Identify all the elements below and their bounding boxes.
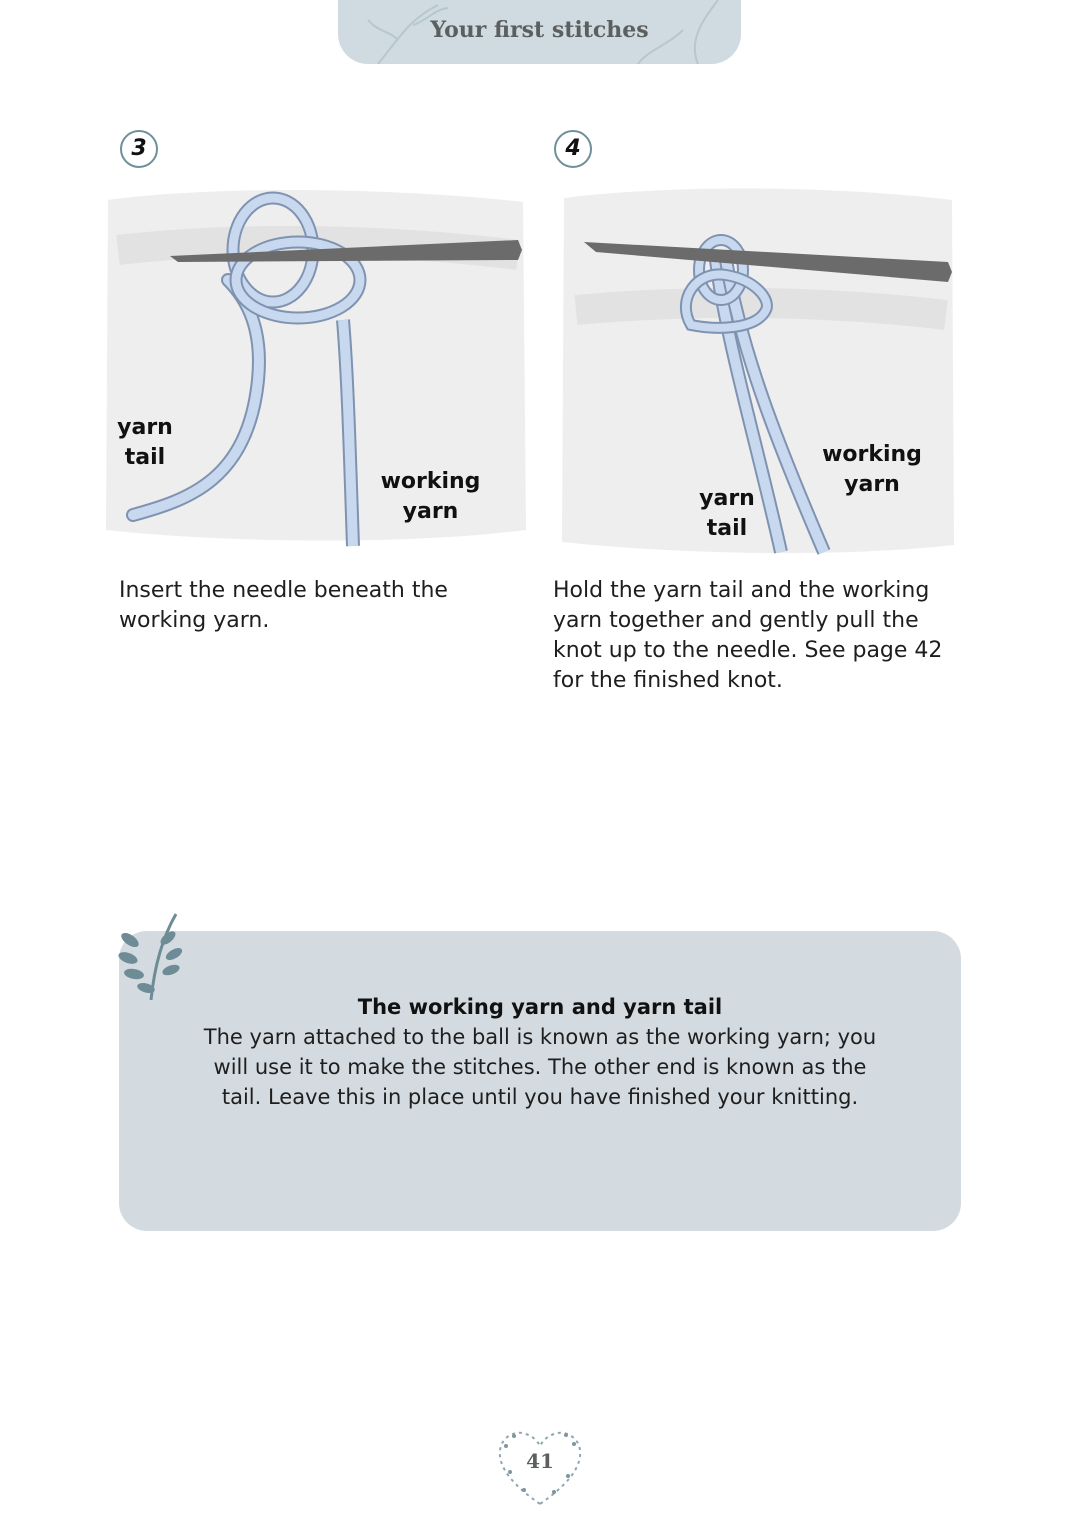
tip-line: will use it to make the stitches. The other end is known as the xyxy=(213,1055,867,1079)
caption-line: knot up to the needle. See page 42 xyxy=(553,638,943,663)
section-title: Your first stitches xyxy=(430,17,649,43)
label-line: working xyxy=(822,442,922,467)
caption-line: yarn together and gently pull the xyxy=(553,608,919,633)
working-yarn-label xyxy=(818,440,926,500)
label-line: yarn xyxy=(117,415,173,440)
yarn-tail-label xyxy=(112,413,178,473)
tip-line: The yarn attached to the ball is known as the working yarn; you xyxy=(203,1025,877,1049)
leaf-sprig-icon xyxy=(116,910,186,1002)
header-tab xyxy=(338,0,741,64)
caption-line: for the finished knot. xyxy=(553,668,783,693)
caption-line: working yarn. xyxy=(119,608,270,633)
yarn-tail-label xyxy=(694,484,760,544)
tip-body xyxy=(180,1022,900,1112)
page-number: 41 xyxy=(526,1449,554,1473)
step-3-caption xyxy=(119,576,519,636)
label-line: yarn xyxy=(844,472,900,497)
tip-title: The working yarn and yarn tail xyxy=(357,995,723,1019)
tip-line: tail. Leave this in place until you have finished your knitting. xyxy=(221,1085,859,1109)
label-line: yarn xyxy=(402,499,459,524)
label-line: yarn xyxy=(699,486,755,511)
step-4-caption xyxy=(553,576,973,696)
working-yarn-label xyxy=(378,467,483,527)
label-line: tail xyxy=(124,445,166,470)
label-line: working xyxy=(380,469,481,494)
label-line: tail xyxy=(706,516,748,541)
step-number-badge: 3 xyxy=(120,130,158,168)
caption-line: Hold the yarn tail and the working xyxy=(553,578,930,603)
step-number-badge: 4 xyxy=(554,130,592,168)
caption-line: Insert the needle beneath the xyxy=(119,578,448,603)
